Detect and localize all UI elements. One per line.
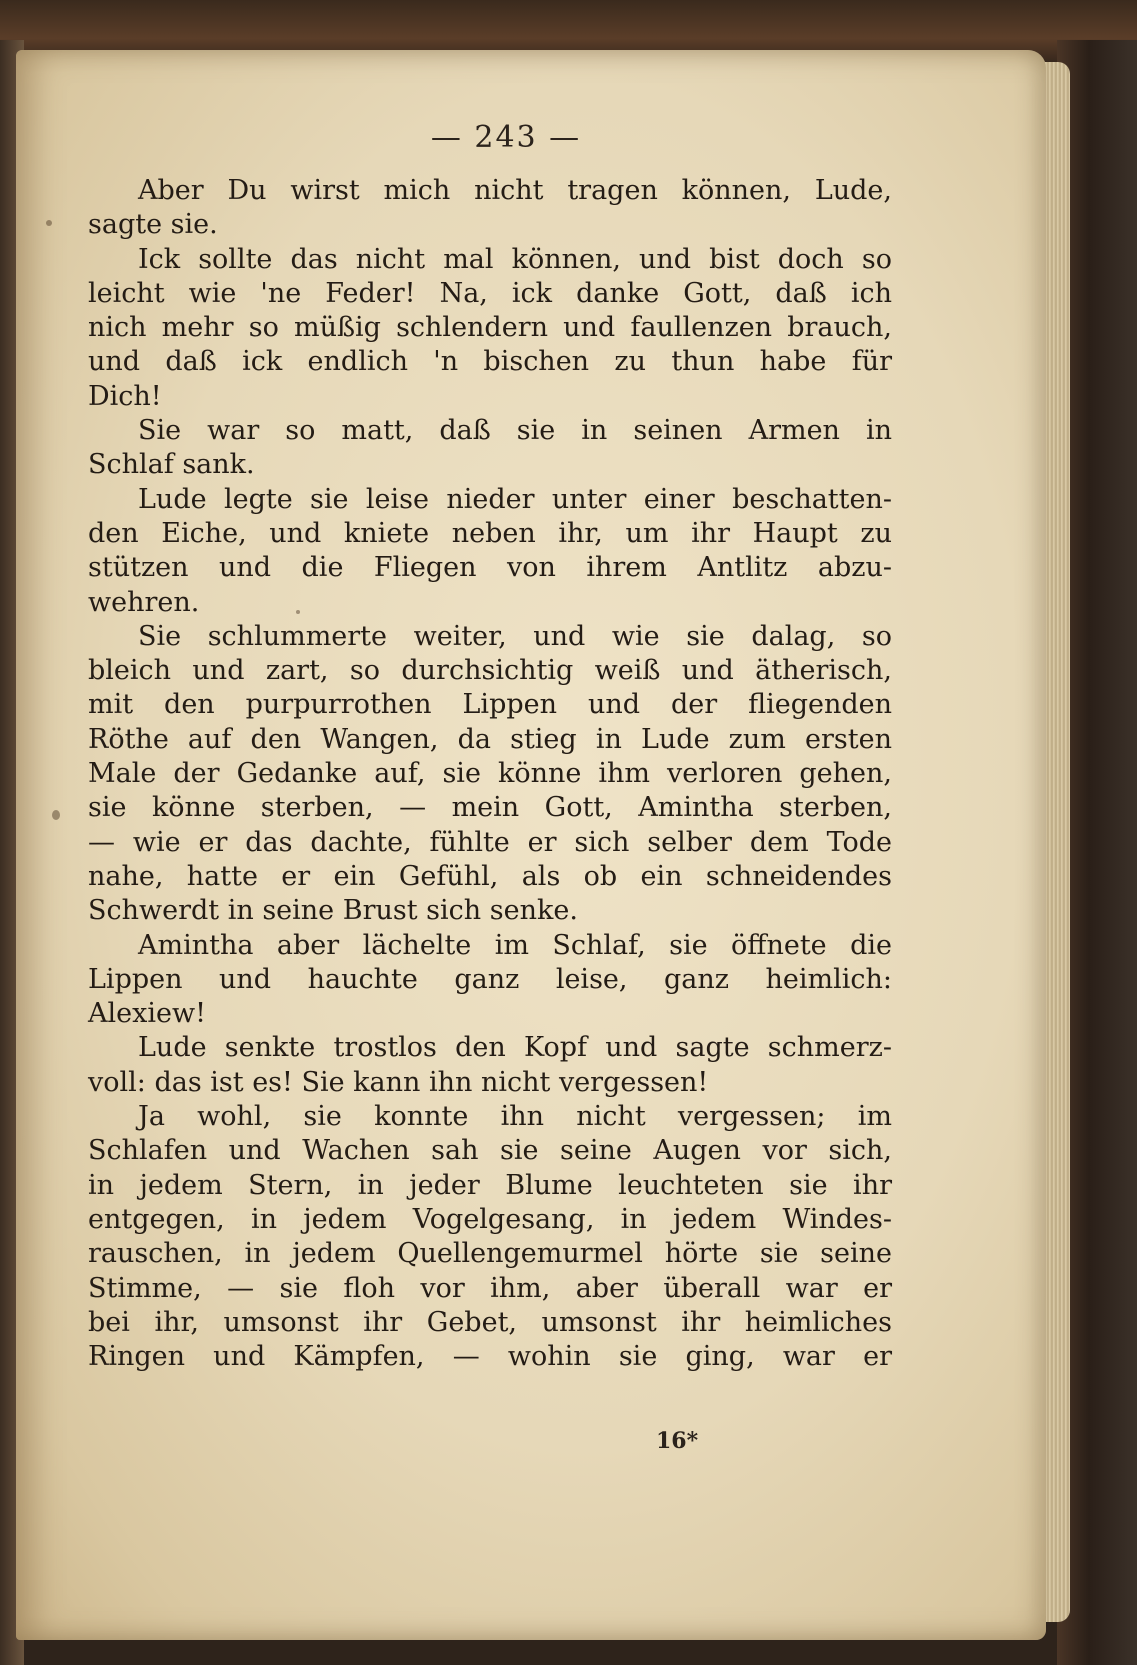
text-line: voll: das ist es! Sie kann ihn nicht vergessen!	[88, 1066, 709, 1098]
text-line: und daß ick endlich 'n bischen zu thun habe für	[88, 346, 892, 378]
body-text	[88, 174, 892, 1374]
text-line: Schwerdt in seine Brust sich senke.	[88, 895, 578, 927]
paper-speck	[52, 810, 60, 820]
paper-speck	[296, 610, 300, 614]
signature-mark: 16*	[656, 1428, 699, 1454]
text-line: leicht wie 'ne Feder! Na, ick danke Gott, daß ich	[88, 277, 892, 309]
text-line: sie könne sterben, — mein Gott, Amintha sterben,	[88, 792, 892, 824]
text-line: sagte sie.	[88, 209, 218, 241]
text-line: Alexiew!	[88, 998, 206, 1030]
text-line: nahe, hatte er ein Gefühl, als ob ein schneidendes	[88, 860, 892, 892]
text-line: Stimme, — sie floh vor ihm, aber überall war er	[88, 1272, 892, 1304]
text-line: Lude senkte trostlos den Kopf und sagte schmerz-	[138, 1032, 892, 1064]
text-line: nich mehr so müßig schlendern und faullenzen brauch,	[88, 312, 892, 344]
text-line: Lude legte sie leise nieder unter einer beschatten-	[138, 483, 892, 515]
text-line: Dich!	[88, 380, 162, 412]
text-line: Ick sollte das nicht mal können, und bist doch so	[138, 243, 892, 275]
text-line: bleich und zart, so durchsichtig weiß und ätherisch,	[88, 655, 892, 687]
page-number: — 243 —	[430, 120, 582, 155]
text-line: Ringen und Kämpfen, — wohin sie ging, war er	[88, 1341, 892, 1373]
text-line: entgegen, in jedem Vogelgesang, in jedem Windes-	[88, 1203, 892, 1235]
text-line: wehren.	[88, 586, 200, 618]
text-line: in jedem Stern, in jeder Blume leuchteten sie ihr	[88, 1169, 892, 1201]
text-line: stützen und die Fliegen von ihrem Antlitz abzu-	[88, 552, 892, 584]
book-page	[16, 50, 1046, 1640]
text-line: bei ihr, umsonst ihr Gebet, umsonst ihr heimliches	[88, 1306, 892, 1338]
paper-speck	[46, 220, 52, 226]
text-line: Sie schlummerte weiter, und wie sie dalag, so	[138, 620, 892, 652]
text-line: Röthe auf den Wangen, da stieg in Lude zum ersten	[88, 723, 892, 755]
text-line: Aber Du wirst mich nicht tragen können, Lude,	[138, 175, 892, 206]
text-line: Schlafen und Wachen sah sie seine Augen vor sich,	[88, 1135, 892, 1167]
text-line: Schlaf sank.	[88, 449, 255, 481]
text-line: mit den purpurrothen Lippen und der fliegenden	[88, 689, 892, 721]
text-line: Male der Gedanke auf, sie könne ihm verloren gehen,	[88, 758, 892, 790]
text-line: rauschen, in jedem Quellengemurmel hörte sie seine	[88, 1238, 892, 1270]
text-line: — wie er das dachte, fühlte er sich selber dem Tode	[88, 826, 892, 858]
text-line: Amintha aber lächelte im Schlaf, sie öffnete die	[138, 929, 892, 961]
text-line: Sie war so matt, daß sie in seinen Armen in	[138, 415, 892, 447]
text-line: den Eiche, und kniete neben ihr, um ihr Haupt zu	[88, 517, 892, 549]
text-line: Ja wohl, sie konnte ihn nicht vergessen; im	[138, 1101, 892, 1133]
text-line: Lippen und hauchte ganz leise, ganz heimlich:	[88, 963, 892, 995]
